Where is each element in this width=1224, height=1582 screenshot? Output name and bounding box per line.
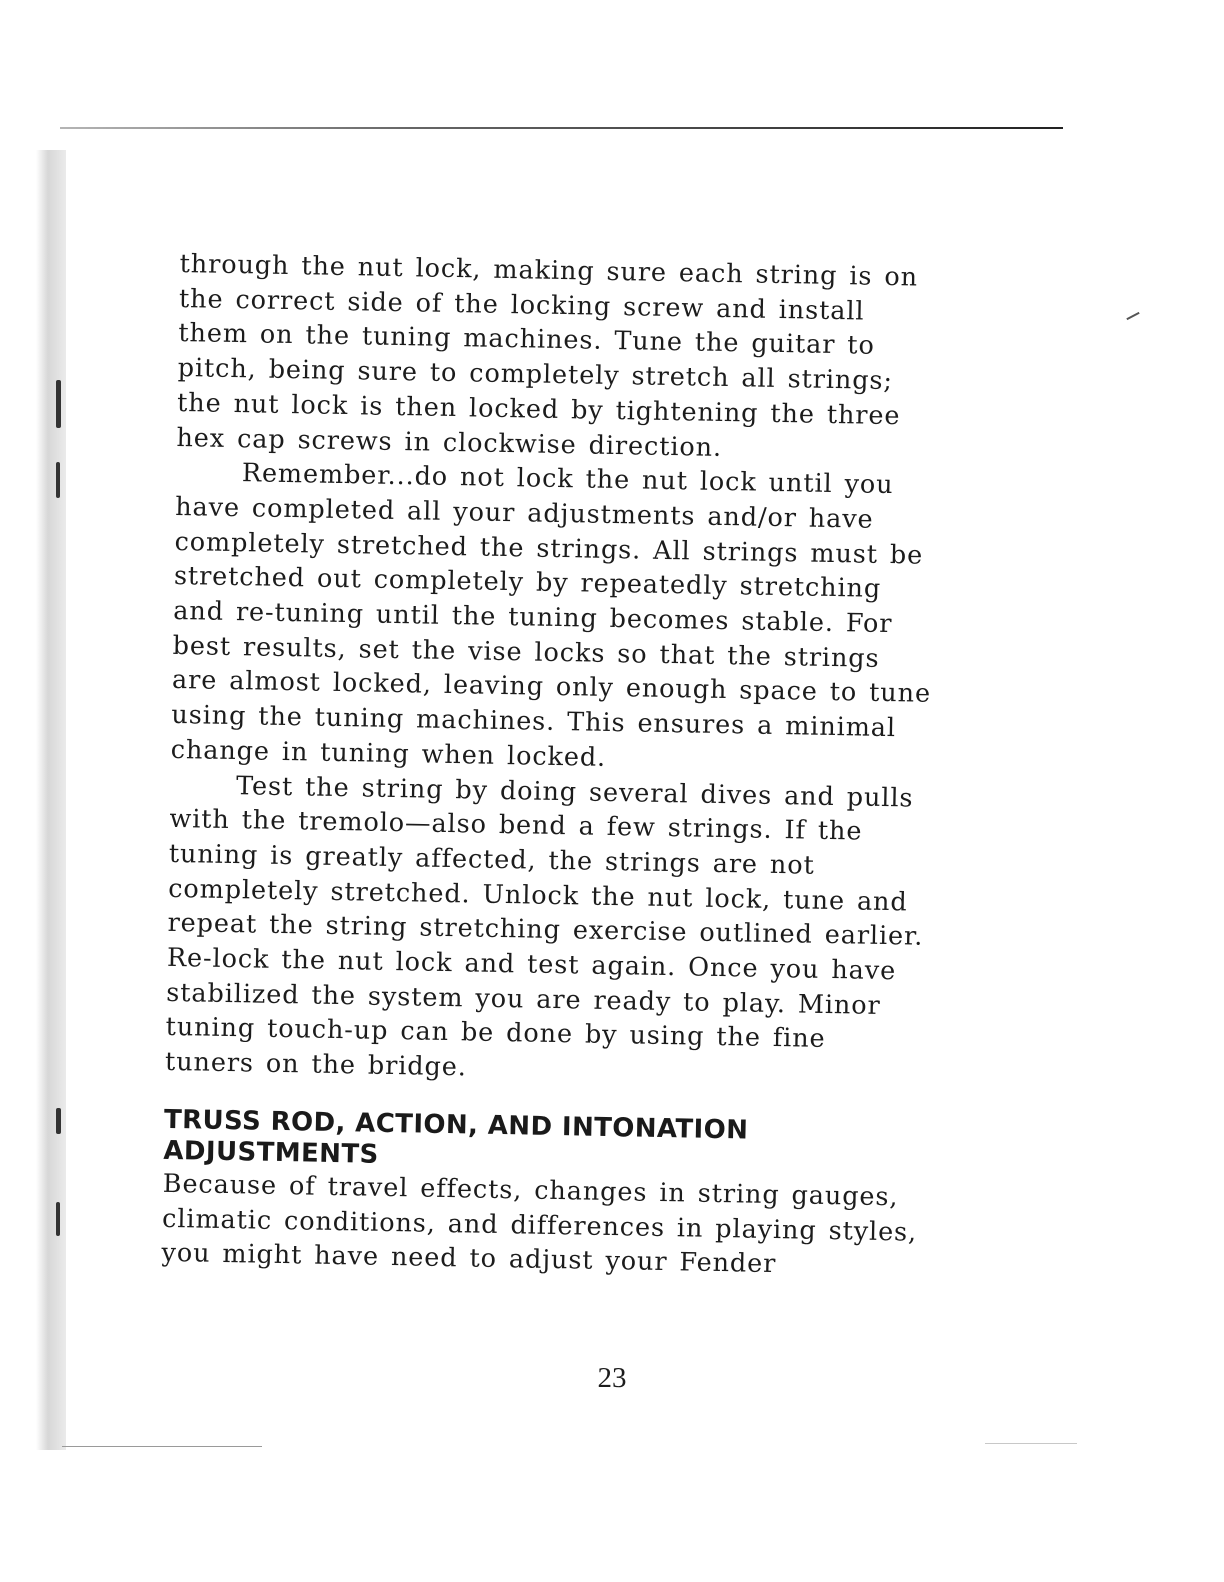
section-paragraph: Because of travel effects, changes in string gauges, climatic conditions, and differences in playing styles, you might have need to adjust your Fender xyxy=(161,1168,918,1280)
binding-mark xyxy=(56,462,60,498)
bottom-rule-right xyxy=(985,1443,1077,1444)
body-text xyxy=(161,247,940,1285)
binding-edge xyxy=(36,150,66,1450)
section-heading: TRUSS ROD, ACTION, AND INTONATION ADJUSTMENTS xyxy=(163,1104,749,1170)
top-rule xyxy=(60,127,1063,129)
bottom-rule-left xyxy=(62,1446,262,1447)
paragraph-remember: Remember...do not lock the nut lock until you have completed all your adjustments and/or have completely stretched the strings. All strings must be stretched out completely by repeatedly stretching and re-tuning until the tuning becomes stable. For best results, set the vise locks so that the strings are almost locked, leaving only enough space to tune using the tuning machines. This ensures a minimal change in tuning when locked. xyxy=(170,458,932,773)
binding-mark xyxy=(56,1202,60,1236)
page-number: 23 xyxy=(597,1362,627,1394)
paragraph-test: Test the string by doing several dives and pulls with the tremolo—also bend a few strings. If the tuning is greatly affected, the strings are not completely stretched. Unlock the nut lock, tune and repeat the string stretching exercise outlined earlier. Re-lock the nut lock and test again. Once you have stabilized the system you are ready to play. Minor tuning touch-up can be done by using the fine tuners on the bridge. xyxy=(164,770,924,1083)
binding-mark xyxy=(56,1108,61,1134)
scan-speck xyxy=(1126,312,1139,320)
paragraph-continued: through the nut lock, making sure each string is on the correct side of the locking screw and install them on the tuning machines. Tune the guitar to pitch, being sure to completely stretch all strings; the nut lock is then locked by tightening the three hex cap screws in clockwise direction. xyxy=(176,248,919,463)
binding-mark xyxy=(56,380,61,428)
